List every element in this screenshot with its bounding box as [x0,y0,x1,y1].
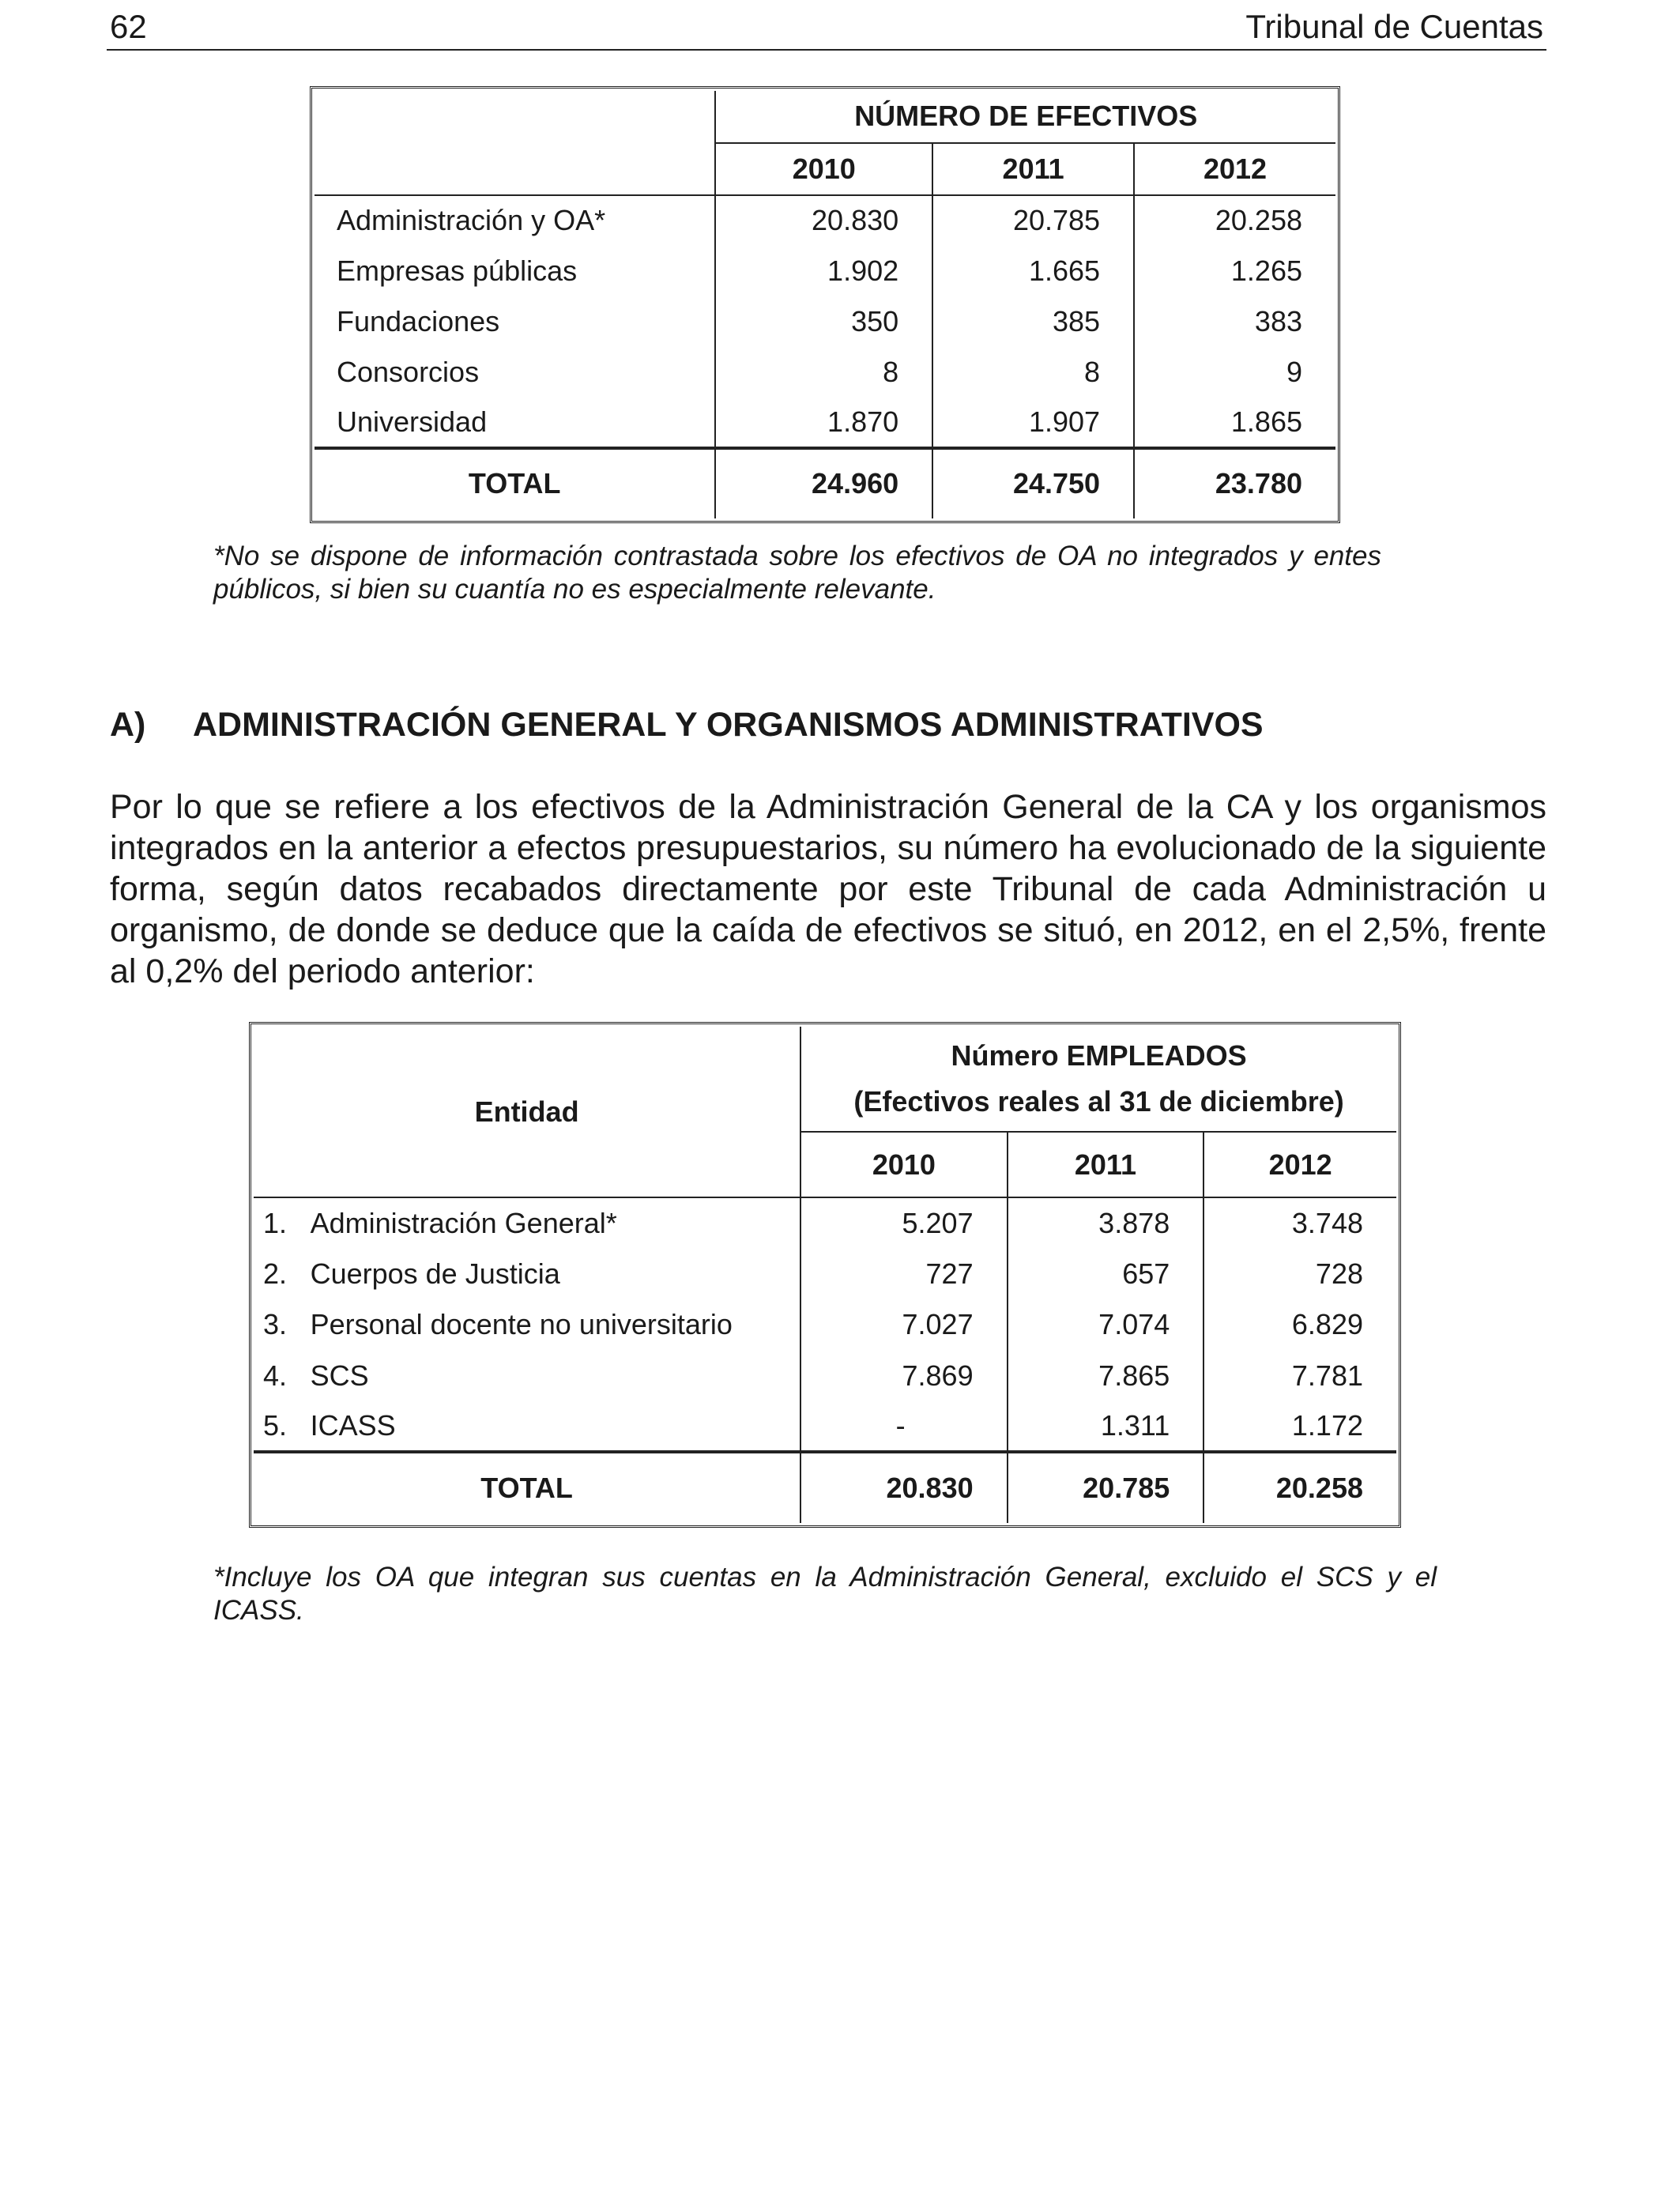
table1-cell: 1.902 [715,246,932,296]
table-row [254,1350,1396,1400]
table1-total-label: TOTAL [315,448,715,518]
table2-year-header: 2011 [1008,1132,1204,1198]
table2-row-index: 5. [263,1408,288,1442]
table1-total-cell: 24.960 [715,448,932,518]
table2-cell: 657 [1008,1249,1204,1299]
table2-cell: 727 [800,1249,1007,1299]
table2-group-header-line2: (Efectivos reales al 31 de diciembre) [853,1084,1344,1118]
table2-total-cell: 20.258 [1203,1452,1396,1523]
table2-cell: 7.869 [800,1350,1007,1400]
table1-cell: 20.258 [1134,195,1335,246]
table1-cell: 1.870 [715,398,932,448]
table-row [254,1299,1396,1350]
table1-row-label: Empresas públicas [337,254,578,287]
table-row [315,195,1335,246]
table1-footnote: *No se dispone de información contrastada sobre los efectivos de OA no integrados y entes públicos, si bien su cuantía no es especialmente relevante. [213,541,1381,605]
empleados-table [249,1022,1401,1528]
table1-row-label: Administración y OA* [337,204,606,237]
table2-row-index: 2. [263,1257,288,1290]
table2-year-header: 2010 [800,1132,1007,1198]
table1-cell: 1.665 [932,246,1134,296]
table2-entity-header: Entidad [254,1027,800,1197]
table2-cell: 5.207 [800,1197,1007,1248]
table2-cell: 3.878 [1008,1197,1204,1248]
page-number: 62 [110,8,147,45]
table1-cell: 350 [715,296,932,347]
table2-footnote: *Incluye los OA que integran sus cuentas en la Administración General, excluido el SCS y el ICASS. [213,1562,1437,1626]
section-letter: A) [110,706,146,744]
body-paragraph: Por lo que se refiere a los efectivos de la Administración General de la CA y los organismos integrados en la anterior a efectos presupuestarios, su número ha evolucionado de la siguiente forma, según datos recabados directamente por este Tribunal de cada Administración u organismo, de donde se deduce que la caída de efectivos se situó, en 2012, en el 2,5%, frente al 0,2% del periodo anterior: [110,788,1546,990]
table2-total-label: TOTAL [254,1452,800,1523]
table1-cell: 1.907 [932,398,1134,448]
table1-cell: 8 [932,347,1134,398]
table2-total-cell: 20.830 [800,1452,1007,1523]
table-row [315,398,1335,448]
header-title: Tribunal de Cuentas [1245,8,1543,45]
section-title: ADMINISTRACIÓN GENERAL Y ORGANISMOS ADMINISTRATIVOS [193,706,1264,744]
running-header [107,3,1546,51]
table2-cell: 728 [1203,1249,1396,1299]
table2-cell: 6.829 [1203,1299,1396,1350]
table1-total-cell: 24.750 [932,448,1134,518]
table-row [254,1249,1396,1299]
table2-row-label: Administración General* [310,1207,617,1240]
table2-row-label: Cuerpos de Justicia [310,1257,560,1290]
table-row [315,296,1335,347]
table1-cell: 1.865 [1134,398,1335,448]
table1-cell: 385 [932,296,1134,347]
table1-year-header: 2011 [932,143,1134,195]
table2-cell: 1.172 [1203,1401,1396,1452]
table-row [315,347,1335,398]
section-heading [110,706,1264,745]
table1-cell: 8 [715,347,932,398]
table1-year-header: 2012 [1134,143,1335,195]
table-row [254,1197,1396,1248]
table1-row-label: Consorcios [337,355,480,388]
table2-cell: 7.074 [1008,1299,1204,1350]
table2-total-cell: 20.785 [1008,1452,1204,1523]
table1-cell: 9 [1134,347,1335,398]
table2-row-index: 1. [263,1207,288,1240]
table2-cell: 7.027 [800,1299,1007,1350]
table2-group-header-line1: Número EMPLEADOS [951,1039,1247,1072]
table1-total-cell: 23.780 [1134,448,1335,518]
total-row [254,1452,1396,1523]
total-row [315,448,1335,518]
table2-row-label: ICASS [310,1408,396,1442]
table2-cell: 1.311 [1008,1401,1204,1452]
table1-year-header: 2010 [715,143,932,195]
table-row [254,1401,1396,1452]
table1-row-label: Universidad [337,405,488,438]
table2-row-index: 4. [263,1359,288,1392]
table1-row-label: Fundaciones [337,304,500,337]
table2-cell: 3.748 [1203,1197,1396,1248]
table2-row-index: 3. [263,1308,288,1341]
table2-row-label: SCS [310,1359,369,1392]
table1-cell: 383 [1134,296,1335,347]
table2-row-label: Personal docente no universitario [310,1308,733,1341]
table1-cell: 20.785 [932,195,1134,246]
table1-cell: 20.830 [715,195,932,246]
table2-group-header [800,1027,1396,1132]
table2-cell: - [800,1401,1007,1452]
table2-cell: 7.865 [1008,1350,1204,1400]
table2-cell: 7.781 [1203,1350,1396,1400]
efectivos-table [310,86,1340,523]
table1-group-header: NÚMERO DE EFECTIVOS [715,91,1335,143]
table-row [315,246,1335,296]
table2-year-header: 2012 [1203,1132,1396,1198]
table1-cell: 1.265 [1134,246,1335,296]
